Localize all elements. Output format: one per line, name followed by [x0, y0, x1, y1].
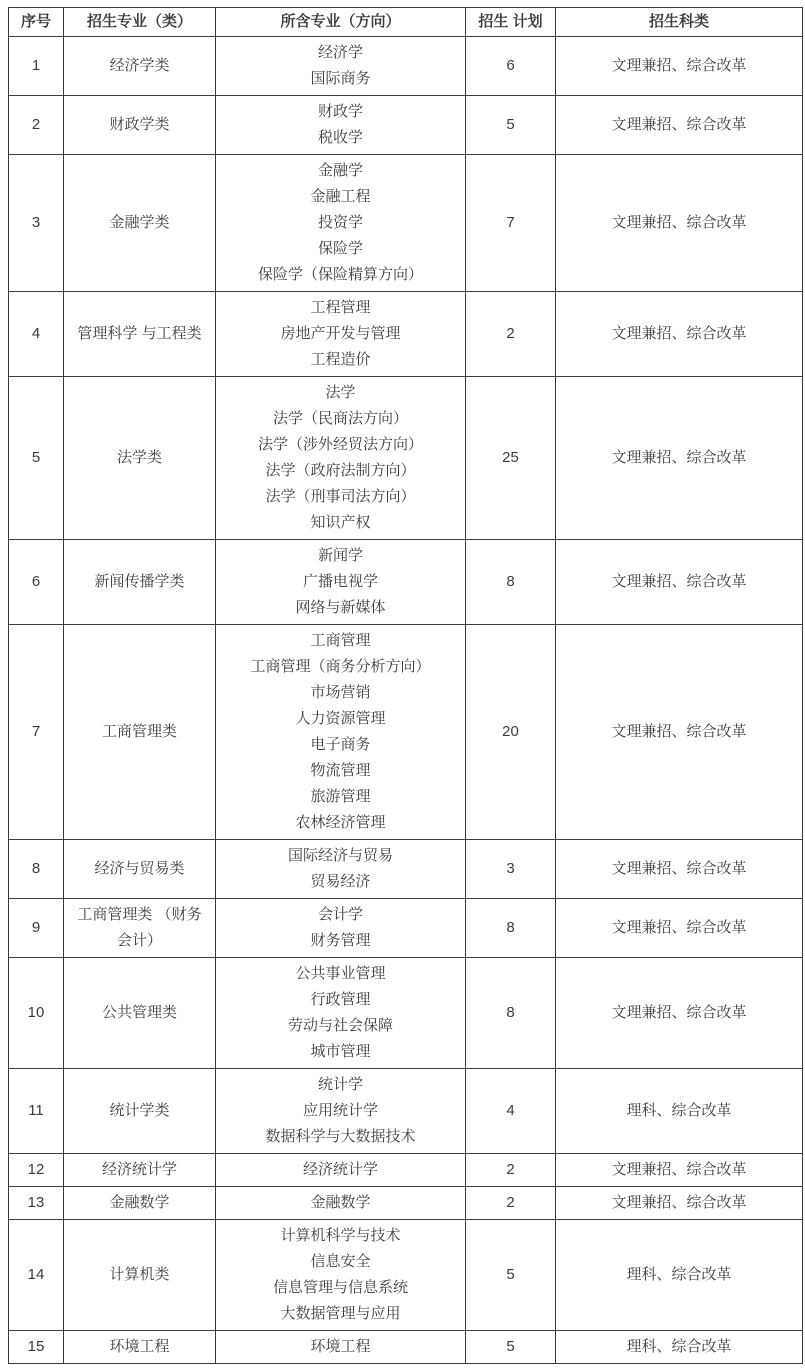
- cell-enrollment-plan: 2: [466, 1154, 556, 1187]
- cell-included-majors: [216, 377, 466, 540]
- cell-included-majors: [216, 37, 466, 96]
- cell-major-category: 金融学类: [64, 155, 216, 292]
- cell-row-number: 4: [9, 292, 64, 377]
- table-row: [9, 292, 803, 377]
- table-row: [9, 96, 803, 155]
- cell-enrollment-plan: 6: [466, 37, 556, 96]
- cell-enrollment-plan: 7: [466, 155, 556, 292]
- included-major-line: 税收学: [317, 129, 363, 146]
- cell-row-number: 6: [9, 540, 64, 625]
- table-row: [9, 840, 803, 899]
- included-major-line: 财政学: [317, 103, 363, 120]
- cell-row-number: 7: [9, 625, 64, 840]
- cell-major-category: 环境工程: [64, 1331, 216, 1364]
- cell-major-category: 金融数学: [64, 1187, 216, 1220]
- included-major-line: 大数据管理与应用: [280, 1305, 401, 1322]
- table-row: [9, 625, 803, 840]
- header-enrollment-plan: 招生 计划: [466, 8, 556, 37]
- included-major-line: 数据科学与大数据技术: [265, 1128, 416, 1145]
- cell-included-majors: [216, 625, 466, 840]
- included-major-line: 财务管理: [310, 932, 371, 949]
- cell-enrollment-plan: 8: [466, 899, 556, 958]
- enrollment-plan-table: [8, 7, 803, 1364]
- header-row-number: 序号: [9, 8, 64, 37]
- included-major-line: 会计学: [317, 906, 363, 923]
- cell-enrollment-plan: 5: [466, 1220, 556, 1331]
- included-major-line: 信息安全: [310, 1253, 371, 1270]
- included-major-line: 行政管理: [310, 991, 371, 1008]
- cell-row-number: 12: [9, 1154, 64, 1187]
- cell-subject-category: 文理兼招、综合改革: [556, 1187, 803, 1220]
- cell-row-number: 14: [9, 1220, 64, 1331]
- cell-included-majors: [216, 1187, 466, 1220]
- table-row: [9, 1154, 803, 1187]
- cell-major-category: 计算机类: [64, 1220, 216, 1331]
- included-major-line: 网络与新媒体: [295, 599, 386, 616]
- cell-row-number: 2: [9, 96, 64, 155]
- cell-included-majors: [216, 292, 466, 377]
- cell-included-majors: [216, 1154, 466, 1187]
- cell-subject-category: 文理兼招、综合改革: [556, 625, 803, 840]
- cell-row-number: 1: [9, 37, 64, 96]
- included-major-line: 人力资源管理: [295, 710, 386, 727]
- header-major-category: 招生专业（类）: [64, 8, 216, 37]
- cell-major-category: 新闻传播学类: [64, 540, 216, 625]
- cell-included-majors: [216, 96, 466, 155]
- included-major-line: 广播电视学: [302, 573, 378, 590]
- table-row: [9, 958, 803, 1069]
- cell-subject-category: 文理兼招、综合改革: [556, 37, 803, 96]
- included-major-line: 房地产开发与管理: [280, 325, 401, 342]
- cell-major-category: 财政学类: [64, 96, 216, 155]
- included-major-line: 应用统计学: [302, 1102, 378, 1119]
- included-major-line: 法学（政府法制方向）: [265, 462, 416, 479]
- cell-subject-category: 理科、综合改革: [556, 1331, 803, 1364]
- included-major-line: 知识产权: [310, 514, 371, 531]
- table-row: [9, 37, 803, 96]
- cell-included-majors: [216, 958, 466, 1069]
- included-major-line: 工程管理: [310, 299, 371, 316]
- cell-major-category: 经济学类: [64, 37, 216, 96]
- included-major-line: 工商管理: [310, 632, 371, 649]
- cell-included-majors: [216, 1331, 466, 1364]
- included-major-line: 计算机科学与技术: [280, 1227, 401, 1244]
- cell-row-number: 15: [9, 1331, 64, 1364]
- cell-row-number: 10: [9, 958, 64, 1069]
- cell-major-category: 管理科学 与工程类: [64, 292, 216, 377]
- included-major-line: 劳动与社会保障: [287, 1017, 393, 1034]
- included-major-line: 投资学: [317, 214, 363, 231]
- cell-row-number: 3: [9, 155, 64, 292]
- cell-subject-category: 文理兼招、综合改革: [556, 96, 803, 155]
- cell-subject-category: 文理兼招、综合改革: [556, 540, 803, 625]
- included-major-line: 市场营销: [310, 684, 371, 701]
- table-row: [9, 377, 803, 540]
- included-major-line: 金融学: [317, 162, 363, 179]
- cell-subject-category: 文理兼招、综合改革: [556, 1154, 803, 1187]
- cell-included-majors: [216, 899, 466, 958]
- cell-enrollment-plan: 2: [466, 292, 556, 377]
- included-major-line: 法学（涉外经贸法方向）: [257, 436, 423, 453]
- included-major-line: 物流管理: [310, 762, 371, 779]
- cell-row-number: 11: [9, 1069, 64, 1154]
- table-row: [9, 1220, 803, 1331]
- cell-major-category: 法学类: [64, 377, 216, 540]
- included-major-line: 保险学: [317, 240, 363, 257]
- cell-major-category: 经济统计学: [64, 1154, 216, 1187]
- cell-row-number: 13: [9, 1187, 64, 1220]
- included-major-line: 新闻学: [317, 547, 363, 564]
- header-included-majors: 所含专业（方向）: [216, 8, 466, 37]
- included-major-line: 工商管理（商务分析方向）: [250, 658, 431, 675]
- included-major-line: 金融工程: [310, 188, 371, 205]
- included-major-line: 公共事业管理: [295, 965, 386, 982]
- cell-major-category: 工商管理类 （财务会计）: [64, 899, 216, 958]
- cell-included-majors: [216, 840, 466, 899]
- cell-enrollment-plan: 2: [466, 1187, 556, 1220]
- cell-major-category: 统计学类: [64, 1069, 216, 1154]
- cell-enrollment-plan: 4: [466, 1069, 556, 1154]
- cell-included-majors: [216, 155, 466, 292]
- cell-enrollment-plan: 5: [466, 1331, 556, 1364]
- header-row: [9, 8, 803, 37]
- table-header: [9, 8, 803, 37]
- included-major-line: 旅游管理: [310, 788, 371, 805]
- cell-enrollment-plan: 8: [466, 958, 556, 1069]
- included-major-line: 工程造价: [310, 351, 371, 368]
- included-major-line: 法学: [325, 384, 356, 401]
- included-major-line: 法学（民商法方向）: [272, 410, 408, 427]
- included-major-line: 电子商务: [310, 736, 371, 753]
- cell-enrollment-plan: 8: [466, 540, 556, 625]
- cell-row-number: 9: [9, 899, 64, 958]
- cell-included-majors: [216, 540, 466, 625]
- included-major-line: 法学（刑事司法方向）: [265, 488, 416, 505]
- included-major-line: 信息管理与信息系统: [272, 1279, 408, 1296]
- included-major-line: 统计学: [317, 1076, 363, 1093]
- table-body: [9, 37, 803, 1364]
- included-major-line: 国际经济与贸易: [287, 847, 393, 864]
- included-major-line: 国际商务: [310, 70, 371, 87]
- cell-subject-category: 文理兼招、综合改革: [556, 840, 803, 899]
- cell-subject-category: 理科、综合改革: [556, 1220, 803, 1331]
- cell-major-category: 经济与贸易类: [64, 840, 216, 899]
- table-row: [9, 155, 803, 292]
- cell-row-number: 5: [9, 377, 64, 540]
- cell-subject-category: 文理兼招、综合改革: [556, 377, 803, 540]
- table-row: [9, 1187, 803, 1220]
- included-major-line: 农林经济管理: [295, 814, 386, 831]
- included-major-line: 经济学: [317, 44, 363, 61]
- included-major-line: 保险学（保险精算方向）: [257, 266, 423, 283]
- cell-included-majors: [216, 1220, 466, 1331]
- included-major-line: 城市管理: [310, 1043, 371, 1060]
- included-major-line: 金融数学: [310, 1194, 371, 1211]
- cell-enrollment-plan: 3: [466, 840, 556, 899]
- cell-subject-category: 文理兼招、综合改革: [556, 292, 803, 377]
- cell-major-category: 工商管理类: [64, 625, 216, 840]
- cell-included-majors: [216, 1069, 466, 1154]
- included-major-line: 环境工程: [310, 1338, 371, 1355]
- cell-subject-category: 文理兼招、综合改革: [556, 899, 803, 958]
- cell-subject-category: 文理兼招、综合改革: [556, 155, 803, 292]
- cell-enrollment-plan: 5: [466, 96, 556, 155]
- table-row: [9, 1069, 803, 1154]
- included-major-line: 贸易经济: [310, 873, 371, 890]
- table-row: [9, 1331, 803, 1364]
- included-major-line: 经济统计学: [302, 1161, 378, 1178]
- cell-row-number: 8: [9, 840, 64, 899]
- cell-subject-category: 理科、综合改革: [556, 1069, 803, 1154]
- header-subject-category: 招生科类: [556, 8, 803, 37]
- table-row: [9, 540, 803, 625]
- cell-enrollment-plan: 25: [466, 377, 556, 540]
- cell-enrollment-plan: 20: [466, 625, 556, 840]
- cell-subject-category: 文理兼招、综合改革: [556, 958, 803, 1069]
- cell-major-category: 公共管理类: [64, 958, 216, 1069]
- table-row: [9, 899, 803, 958]
